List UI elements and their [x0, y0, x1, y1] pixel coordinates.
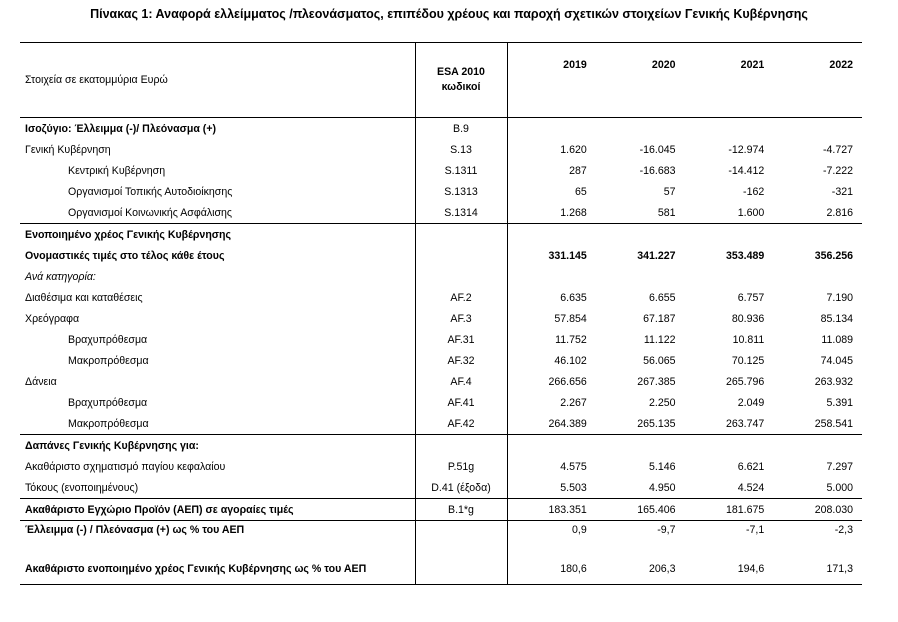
- row-label: Βραχυπρόθεσμα: [68, 396, 148, 409]
- row-value: 1.620: [560, 143, 587, 156]
- row-value: -4.727: [822, 143, 853, 156]
- row-label: Μακροπρόθεσμα: [68, 417, 149, 430]
- table-row: [20, 499, 862, 521]
- row-code: [415, 224, 507, 246]
- row-value: [507, 435, 596, 457]
- table-row: [20, 308, 862, 329]
- row-label: Έλλειμμα (-) / Πλεόνασμα (+) ως % του ΑΕΠ: [20, 521, 415, 555]
- row-value: 331.145: [548, 249, 587, 262]
- row-code: AF.32: [415, 350, 507, 371]
- row-label: Μακροπρόθεσμα: [68, 354, 149, 367]
- row-label: Ανά κατηγορία:: [25, 270, 96, 283]
- row-value: 206,3: [596, 554, 685, 585]
- row-code: [415, 266, 507, 287]
- row-value: 266.656: [548, 375, 587, 388]
- table-row: [20, 329, 862, 350]
- row-value: -2,3: [773, 521, 862, 555]
- row-value: -162: [743, 185, 765, 198]
- row-value: 258.541: [814, 417, 853, 430]
- row-value: 65: [574, 185, 587, 198]
- row-value: 10.811: [732, 333, 765, 346]
- row-value: 183.351: [507, 499, 596, 521]
- row-value: 0,9: [507, 521, 596, 555]
- page-title: Πίνακας 1: Αναφορά ελλείμματος /πλεονάσματος, επιπέδου χρέους και παροχή σχετικών στοιχείων Γενικής Κυβέρνησης: [90, 7, 808, 21]
- row-value: 181.675: [685, 499, 774, 521]
- row-code: S.1313: [415, 181, 507, 202]
- row-value: 4.950: [648, 481, 676, 494]
- row-value: [596, 118, 685, 140]
- table-row: [20, 202, 862, 224]
- row-value: 2.267: [560, 396, 587, 409]
- table-row: [20, 477, 862, 499]
- table-header-row: [20, 43, 862, 118]
- row-label: Χρεόγραφα: [25, 312, 80, 325]
- row-value: [507, 266, 596, 287]
- units-header: Στοιχεία σε εκατομμύρια Ευρώ: [20, 43, 415, 118]
- row-value: 263.747: [725, 417, 765, 430]
- row-code: [415, 521, 507, 555]
- code-header-line2: κωδικοί: [441, 81, 481, 93]
- row-label: Οργανισμοί Τοπικής Αυτοδιοίκησης: [68, 185, 233, 198]
- row-value: -16.683: [639, 164, 676, 177]
- row-value: 6.621: [737, 460, 765, 473]
- row-label: Ακαθάριστο ενοποιημένο χρέος Γενικής Κυβέρνησης ως % του ΑΕΠ: [20, 554, 415, 585]
- row-value: 5.000: [826, 481, 853, 494]
- row-code: [415, 554, 507, 585]
- row-label: Τόκους (ενοποιημένους): [25, 481, 139, 494]
- row-value: -16.045: [639, 143, 676, 156]
- row-code: S.1314: [415, 202, 507, 224]
- row-value: 264.389: [548, 417, 587, 430]
- row-code: S.1311: [415, 160, 507, 181]
- code-column-header: [415, 43, 507, 118]
- row-value: 341.227: [637, 249, 676, 262]
- table-row: [20, 392, 862, 413]
- row-code: AF.3: [415, 308, 507, 329]
- table-row: [20, 160, 862, 181]
- row-value: 6.635: [560, 291, 587, 304]
- table-row: [20, 456, 862, 477]
- code-header-line1: ESA 2010: [437, 66, 485, 78]
- row-label: Οργανισμοί Κοινωνικής Ασφάλισης: [68, 206, 233, 219]
- row-value: [685, 435, 774, 457]
- row-value: -12.974: [728, 143, 765, 156]
- row-value: 11.122: [643, 333, 676, 346]
- row-value: [596, 224, 685, 246]
- row-label: Διαθέσιμα και καταθέσεις: [25, 291, 143, 304]
- row-value: [507, 224, 596, 246]
- table-row: [20, 554, 862, 585]
- table-row: [20, 139, 862, 160]
- row-value: 46.102: [554, 354, 587, 367]
- row-code: D.41 (έξοδα): [415, 477, 507, 499]
- row-value: 180,6: [507, 554, 596, 585]
- row-value: [685, 266, 774, 287]
- row-code: AF.2: [415, 287, 507, 308]
- year-header: 2020: [596, 43, 685, 118]
- table-row: [20, 224, 862, 246]
- row-value: 56.065: [643, 354, 676, 367]
- row-label: Ακαθάριστο σχηματισμό παγίου κεφαλαίου: [25, 460, 226, 473]
- row-label: Βραχυπρόθεσμα: [68, 333, 148, 346]
- row-value: [507, 118, 596, 140]
- row-value: 7.297: [826, 460, 853, 473]
- row-value: 70.125: [731, 354, 765, 367]
- year-header: 2022: [773, 43, 862, 118]
- row-code: AF.4: [415, 371, 507, 392]
- table-row: [20, 435, 862, 457]
- row-value: 2.049: [737, 396, 765, 409]
- row-value: 4.575: [560, 460, 587, 473]
- row-label: Ακαθάριστο Εγχώριο Προϊόν (ΑΕΠ) σε αγοραίες τιμές: [20, 499, 415, 521]
- row-code: [415, 245, 507, 266]
- table-row: [20, 350, 862, 371]
- row-value: 5.503: [560, 481, 587, 494]
- row-value: 11.752: [555, 333, 587, 346]
- row-value: 171,3: [773, 554, 862, 585]
- row-value: 5.391: [826, 396, 853, 409]
- row-code: [415, 435, 507, 457]
- row-value: 57: [663, 185, 676, 198]
- row-label: Δάνεια: [25, 375, 57, 388]
- row-value: 11.089: [821, 333, 853, 346]
- year-header: 2019: [507, 43, 596, 118]
- table-row: [20, 118, 862, 140]
- row-value: 356.256: [814, 249, 853, 262]
- row-code: S.13: [415, 139, 507, 160]
- year-header: 2021: [685, 43, 774, 118]
- row-value: 353.489: [725, 249, 765, 262]
- row-value: 287: [569, 164, 587, 177]
- row-value: 1.268: [560, 206, 587, 219]
- row-value: -321: [831, 185, 853, 198]
- row-value: 74.045: [820, 354, 853, 367]
- row-label: Γενική Κυβέρνηση: [25, 143, 111, 156]
- row-value: 165.406: [596, 499, 685, 521]
- row-value: 263.932: [814, 375, 853, 388]
- row-value: -9,7: [596, 521, 685, 555]
- row-code: AF.31: [415, 329, 507, 350]
- row-value: [685, 118, 774, 140]
- row-code: B.9: [415, 118, 507, 140]
- row-value: -7,1: [685, 521, 774, 555]
- row-value: [773, 266, 862, 287]
- row-code: AF.42: [415, 413, 507, 435]
- table-row: [20, 287, 862, 308]
- row-value: 4.524: [737, 481, 765, 494]
- row-value: [773, 224, 862, 246]
- table-row: [20, 521, 862, 555]
- row-value: 2.816: [826, 206, 853, 219]
- row-value: 7.190: [826, 291, 853, 304]
- row-value: 265.135: [637, 417, 676, 430]
- row-value: 5.146: [648, 460, 676, 473]
- row-label: Ισοζύγιο: Έλλειμμα (-)/ Πλεόνασμα (+): [25, 122, 217, 135]
- table-row: [20, 181, 862, 202]
- row-value: 57.854: [554, 312, 587, 325]
- row-value: [773, 435, 862, 457]
- row-label: Ονομαστικές τιμές στο τέλος κάθε έτους: [25, 249, 225, 262]
- row-value: [773, 118, 862, 140]
- row-value: [596, 266, 685, 287]
- row-value: 208.030: [773, 499, 862, 521]
- row-value: 1.600: [737, 206, 765, 219]
- row-label: Δαπάνες Γενικής Κυβέρνησης για:: [20, 435, 415, 457]
- row-value: 194,6: [685, 554, 774, 585]
- row-value: 2.250: [648, 396, 676, 409]
- row-value: 6.757: [737, 291, 765, 304]
- row-value: 267.385: [637, 375, 676, 388]
- row-code: B.1*g: [415, 499, 507, 521]
- row-label: Κεντρική Κυβέρνηση: [68, 164, 166, 177]
- table-row: [20, 371, 862, 392]
- row-value: 6.655: [648, 291, 676, 304]
- government-finance-table: [20, 42, 862, 585]
- row-value: -14.412: [728, 164, 765, 177]
- row-label: Ενοποιημένο χρέος Γενικής Κυβέρνησης: [20, 224, 415, 246]
- row-value: 581: [657, 206, 676, 219]
- row-value: 80.936: [731, 312, 765, 325]
- table-row: [20, 266, 862, 287]
- row-value: [596, 435, 685, 457]
- row-value: 265.796: [725, 375, 765, 388]
- row-code: P.51g: [415, 456, 507, 477]
- row-value: 67.187: [643, 312, 676, 325]
- row-value: [685, 224, 774, 246]
- table-row: [20, 245, 862, 266]
- row-value: 85.134: [820, 312, 853, 325]
- row-value: -7.222: [822, 164, 853, 177]
- row-code: AF.41: [415, 392, 507, 413]
- table-row: [20, 413, 862, 435]
